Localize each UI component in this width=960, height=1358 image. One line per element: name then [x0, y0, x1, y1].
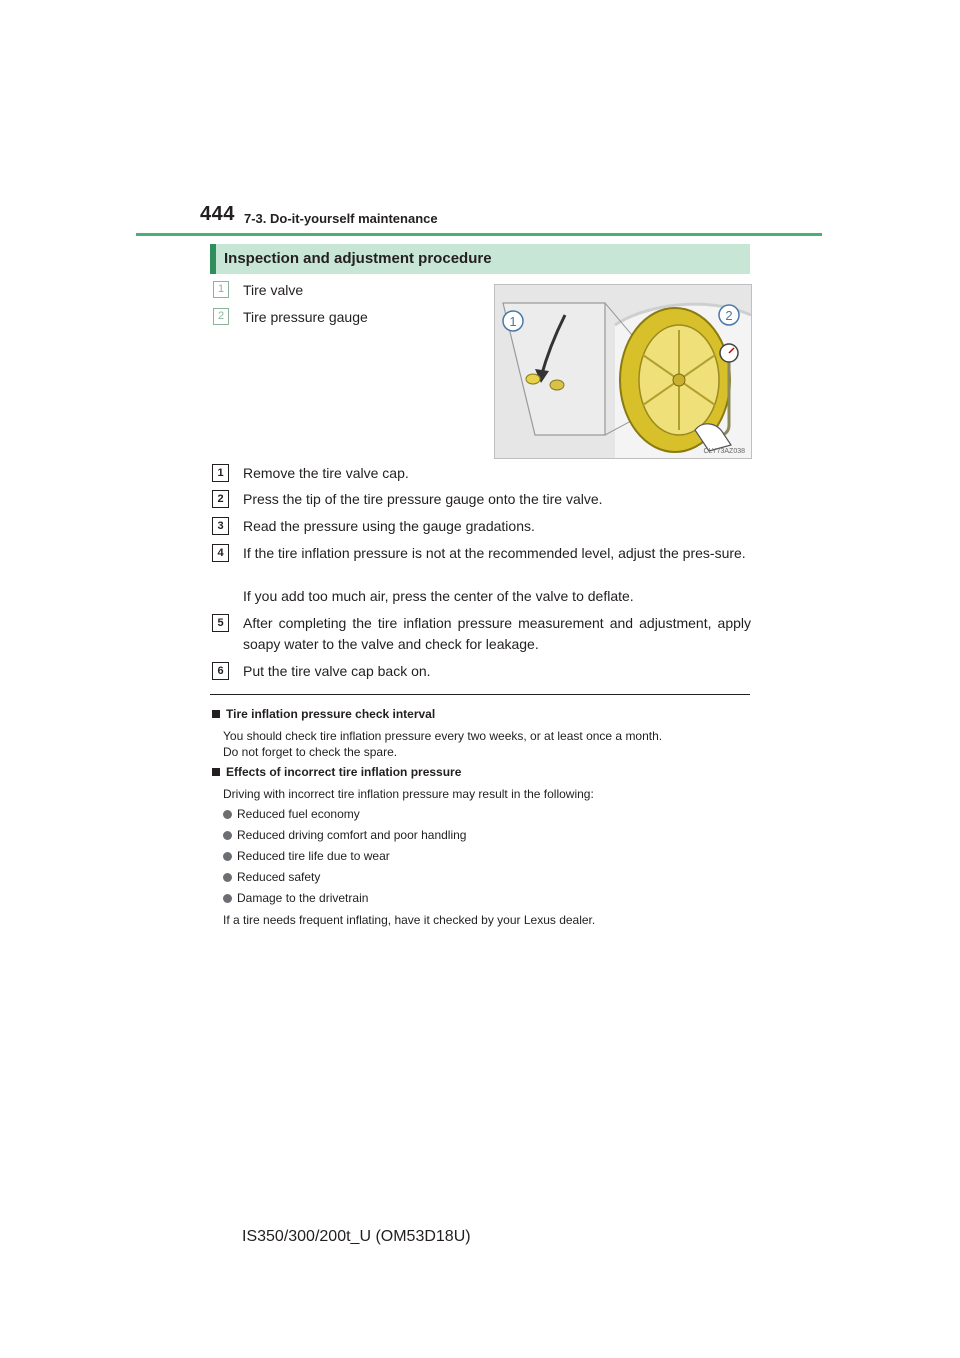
tire-illustration-drawing: [495, 285, 751, 458]
callout-number-1: 1: [213, 281, 229, 298]
figure-callout-1: 1: [509, 314, 517, 329]
effects-bullet-3: [223, 849, 390, 863]
valve-cap-icon: [526, 374, 540, 384]
procedure-title: Inspection and adjustment procedure: [224, 250, 492, 267]
square-bullet-icon: [212, 768, 220, 776]
step-number-4: 4: [212, 544, 229, 562]
header-rule: [136, 233, 822, 236]
bullet-dot-icon: [223, 873, 232, 882]
step-text-4: If the tire inflation pressure is not at the recommended level, adjust the pres-sure.: [243, 545, 746, 561]
note-heading-effects-text: Effects of incorrect tire inflation pressure: [226, 765, 462, 779]
step-text-3: Read the pressure using the gauge gradations.: [243, 518, 535, 534]
step-number-3: 3: [212, 517, 229, 535]
callout-label-2: Tire pressure gauge: [243, 309, 368, 325]
note-heading-interval: [212, 707, 435, 721]
square-bullet-icon: [212, 710, 220, 718]
effects-bullet-5: [223, 891, 368, 905]
step-text-5: After completing the tire inflation pressure measurement and adjustment, apply soapy water to the valve and check for leakage.: [243, 615, 751, 652]
callout-label-1: Tire valve: [243, 282, 304, 298]
note-heading-interval-text: Tire inflation pressure check interval: [226, 707, 436, 721]
section-divider: [210, 694, 750, 695]
step-text-6: Put the tire valve cap back on.: [243, 663, 431, 679]
step-number-6: 6: [212, 662, 229, 680]
effects-bullet-4: [223, 870, 320, 884]
valve-stem-icon: [550, 380, 564, 390]
bullet-dot-icon: [223, 831, 232, 840]
model-footer: IS350/300/200t_U (OM53D18U): [242, 1228, 471, 1245]
effects-bullet-2: [223, 828, 466, 842]
figure-code: CLY73AZ038: [703, 448, 745, 455]
hand-icon: [695, 424, 731, 451]
bullet-dot-icon: [223, 894, 232, 903]
step-number-1: 1: [212, 464, 229, 482]
step-text-4-extra: If you add too much air, press the center of the valve to deflate.: [243, 588, 634, 604]
effects-bullet-4-text: Reduced safety: [237, 870, 321, 884]
note-interval-line-2: Do not forget to check the spare.: [223, 745, 398, 759]
step-number-2: 2: [212, 490, 229, 508]
note-interval-line-1: You should check tire inflation pressure every two weeks, or at least once a month.: [223, 729, 663, 743]
effects-bullet-5-text: Damage to the drivetrain: [237, 891, 369, 905]
step-text-2: Press the tip of the tire pressure gauge onto the tire valve.: [243, 491, 603, 507]
callout-number-2: 2: [213, 308, 229, 325]
step-text-1: Remove the tire valve cap.: [243, 465, 409, 481]
effects-bullet-2-text: Reduced driving comfort and poor handling: [237, 828, 467, 842]
section-title: 7-3. Do-it-yourself maintenance: [244, 211, 438, 226]
title-bar-accent: [210, 244, 216, 274]
effects-bullet-1: [223, 807, 360, 821]
note-effects-intro: Driving with incorrect tire inflation pressure may result in the following:: [223, 787, 594, 801]
effects-bullet-3-text: Reduced tire life due to wear: [237, 849, 390, 863]
note-heading-effects: [212, 765, 461, 779]
effects-bullet-1-text: Reduced fuel economy: [237, 807, 360, 821]
procedure-title-bar: [210, 244, 750, 274]
wheel-hub: [673, 374, 685, 386]
page-number: 444: [200, 203, 235, 225]
note-effects-outro: If a tire needs frequent inflating, have it checked by your Lexus dealer.: [223, 913, 596, 927]
tire-illustration: [494, 284, 752, 459]
step-number-5: 5: [212, 614, 229, 632]
bullet-dot-icon: [223, 810, 232, 819]
figure-callout-2: 2: [725, 308, 733, 323]
bullet-dot-icon: [223, 852, 232, 861]
